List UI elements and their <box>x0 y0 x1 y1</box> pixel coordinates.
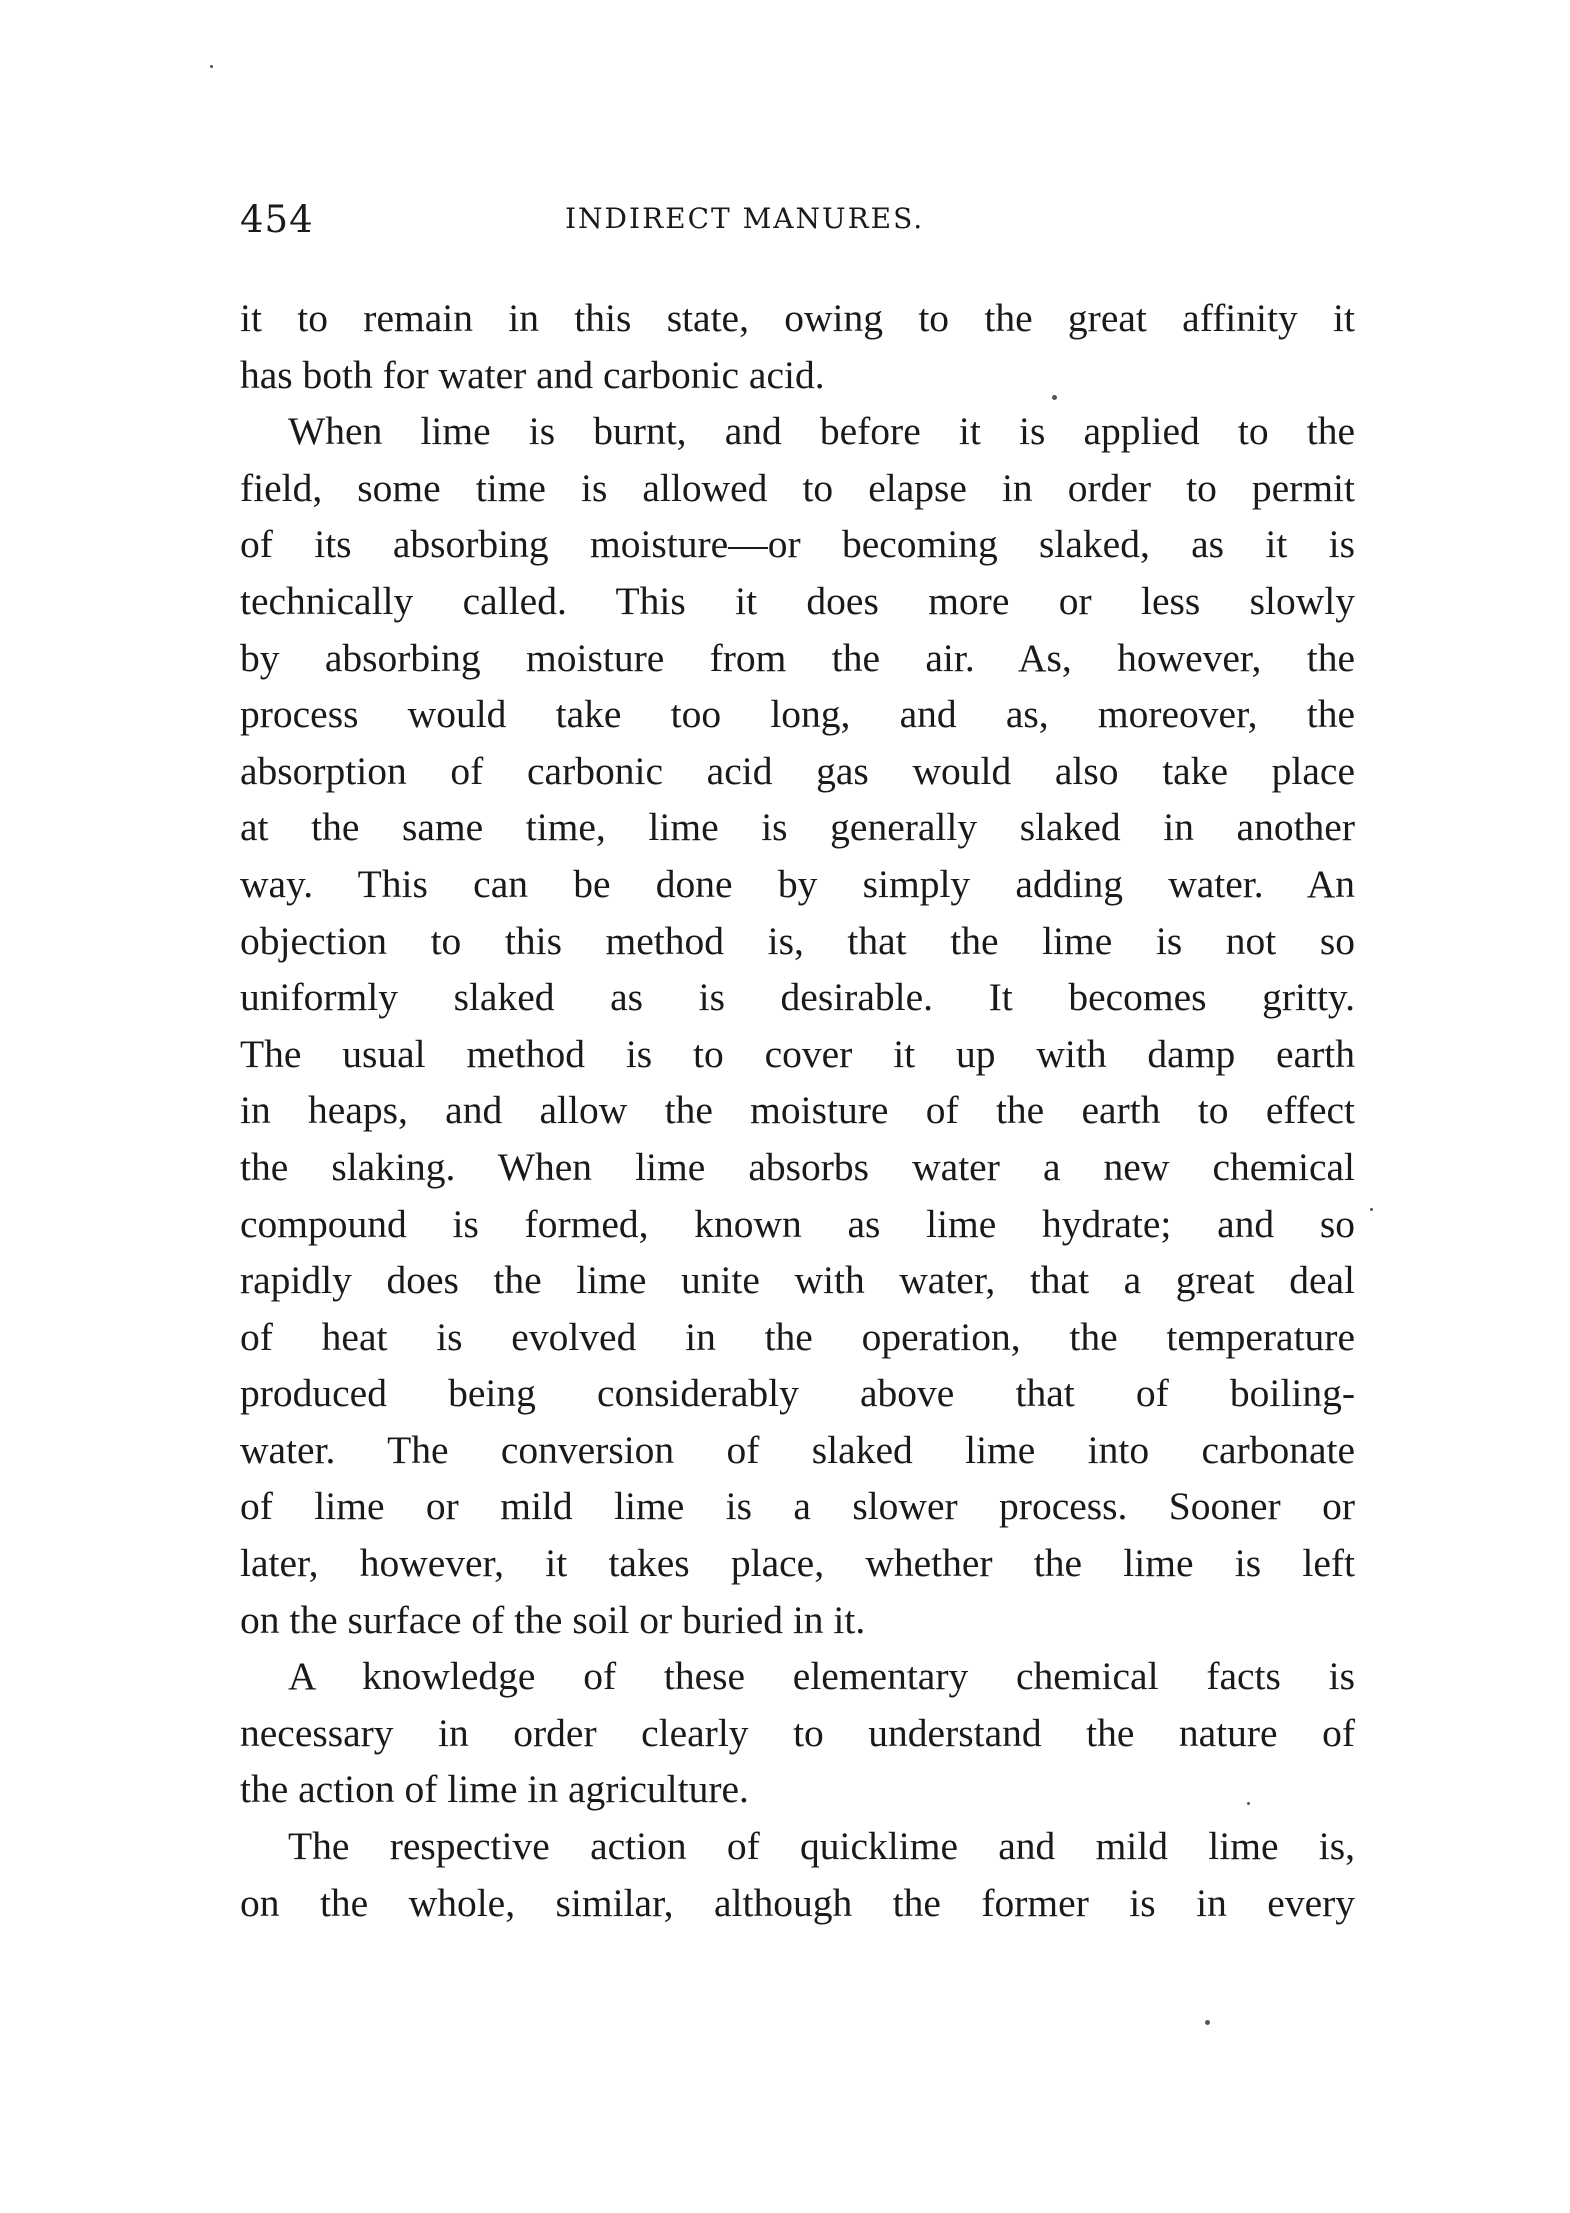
text-line: it to remain in this state, owing to the great affinity it <box>240 296 1355 340</box>
body-text <box>240 290 1355 1931</box>
text-line: technically called. This it does more or less slowly <box>240 578 1355 623</box>
text-line: rapidly does the lime unite with water, that a great deal <box>240 1258 1355 1303</box>
text-line: of heat is evolved in the operation, the temperature <box>240 1314 1355 1359</box>
running-head <box>240 198 1355 248</box>
text-line: The respective action of quicklime and mild lime is, <box>288 1824 1355 1869</box>
text-line: field, some time is allowed to elapse in order to permit <box>240 465 1355 510</box>
text-line: the slaking. When lime absorbs water a new chemical <box>240 1144 1355 1189</box>
text-line: way. This can be done by simply adding water. An <box>240 861 1355 906</box>
scan-speck <box>1247 1802 1250 1805</box>
text-line: A knowledge of these elementary chemical facts is <box>288 1654 1355 1699</box>
paragraph <box>240 290 1355 403</box>
text-line: on the surface of the soil or buried in it. <box>240 1597 866 1642</box>
text-line: later, however, it takes place, whether the lime is left <box>240 1541 1355 1586</box>
text-line: the action of lime in agriculture. <box>240 1767 749 1812</box>
text-line: produced being considerably above that of boiling- <box>240 1371 1355 1416</box>
scan-speck <box>1370 1208 1373 1211</box>
text-line: When lime is burnt, and before it is applied to the <box>288 409 1355 454</box>
text-line: of its absorbing moisture—or becoming slaked, as it is <box>240 522 1355 567</box>
scan-speck <box>1052 395 1057 400</box>
text-line: at the same time, lime is generally slaked in another <box>240 805 1355 850</box>
text-line: uniformly slaked as is desirable. It becomes gritty. <box>240 975 1355 1020</box>
text-line: necessary in order clearly to understand the nature of <box>240 1710 1355 1755</box>
text-line: objection to this method is, that the lime is not so <box>240 918 1355 963</box>
page-number: 454 <box>240 198 314 241</box>
text-line: on the whole, similar, although the former is in every <box>240 1880 1355 1925</box>
scan-speck <box>210 65 213 68</box>
text-line: compound is formed, known as lime hydrate; and so <box>240 1201 1355 1246</box>
paragraph <box>240 1818 1355 1931</box>
text-line: has both for water and carbonic acid. <box>240 352 825 397</box>
text-line: The usual method is to cover it up with damp earth <box>240 1031 1355 1076</box>
scan-speck <box>1205 2020 1210 2025</box>
text-line: absorption of carbonic acid gas would also take place <box>240 748 1355 793</box>
text-line: water. The conversion of slaked lime into carbonate <box>240 1427 1355 1472</box>
text-line: process would take too long, and as, moreover, the <box>240 692 1355 737</box>
paragraph <box>240 403 1355 1648</box>
running-title: INDIRECT MANURES. <box>565 202 925 235</box>
paragraph <box>240 1648 1355 1818</box>
text-line: in heaps, and allow the moisture of the earth to effect <box>240 1088 1355 1133</box>
text-line: by absorbing moisture from the air. As, however, the <box>240 635 1355 680</box>
text-line: of lime or mild lime is a slower process. Sooner or <box>240 1484 1355 1529</box>
